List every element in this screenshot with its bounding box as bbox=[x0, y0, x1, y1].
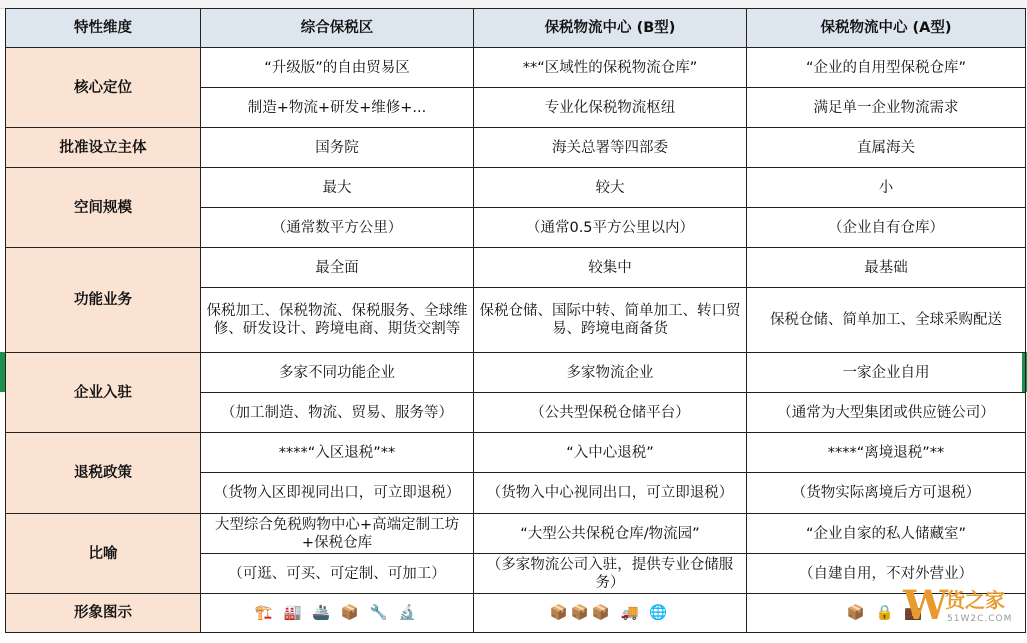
table-cell[interactable]: 较集中 bbox=[474, 248, 747, 288]
table-cell[interactable]: 满足单一企业物流需求 bbox=[747, 88, 1026, 128]
table-cell[interactable]: （通常数平方公里） bbox=[201, 208, 474, 248]
table-cell[interactable]: （加工制造、物流、贸易、服务等） bbox=[201, 393, 474, 433]
watermark-url: 51W2C.COM bbox=[947, 614, 1013, 624]
table-cell[interactable]: 一家企业自用 bbox=[747, 353, 1026, 393]
table-cell[interactable]: ****“离境退税”** bbox=[747, 433, 1026, 473]
table-row bbox=[6, 353, 1026, 393]
table-cell[interactable]: （货物实际离境后方可退税） bbox=[747, 473, 1026, 514]
table-row bbox=[6, 248, 1026, 288]
table-row bbox=[6, 514, 1026, 554]
dimension-cell-spatial-scale[interactable]: 空间规模 bbox=[6, 168, 201, 248]
table-cell[interactable]: 较大 bbox=[474, 168, 747, 208]
table-row bbox=[6, 594, 1026, 633]
dimension-cell-tax-refund-policy[interactable]: 退税政策 bbox=[6, 433, 201, 514]
table-cell[interactable]: （企业自有仓库） bbox=[747, 208, 1026, 248]
table-cell[interactable]: “入中心退税” bbox=[474, 433, 747, 473]
table-cell[interactable]: “企业自家的私人储藏室” bbox=[747, 514, 1026, 554]
header-row bbox=[6, 9, 1026, 48]
illustration-icons-cell[interactable]: 📦 🔒 💼 bbox=[747, 594, 1026, 633]
table-row bbox=[6, 48, 1026, 88]
illustration-icons-cell[interactable]: 📦📦📦 🚚 🌐 bbox=[474, 594, 747, 633]
table-cell[interactable]: 大型综合免税购物中心+高端定制工坊+保税仓库 bbox=[201, 514, 474, 554]
table-cell[interactable]: 最全面 bbox=[201, 248, 474, 288]
illustration-icons-cell[interactable]: 🏗️ 🏭 🚢 📦 🔧 🔬 bbox=[201, 594, 474, 633]
table-cell[interactable]: （货物入区即视同出口，可立即退税） bbox=[201, 473, 474, 514]
dimension-cell-core-positioning[interactable]: 核心定位 bbox=[6, 48, 201, 128]
table-cell[interactable]: 最基础 bbox=[747, 248, 1026, 288]
table-cell[interactable]: 海关总署等四部委 bbox=[474, 128, 747, 168]
dimension-cell-tenants[interactable]: 企业入驻 bbox=[6, 353, 201, 433]
table-cell[interactable]: 国务院 bbox=[201, 128, 474, 168]
table-cell[interactable]: （货物入中心视同出口，可立即退税） bbox=[474, 473, 747, 514]
table-cell[interactable]: “升级版”的自由贸易区 bbox=[201, 48, 474, 88]
header-cell-comprehensive-bonded-zone[interactable]: 综合保税区 bbox=[201, 9, 474, 48]
table-row bbox=[6, 433, 1026, 473]
table-cell[interactable]: “大型公共保税仓库/物流园” bbox=[474, 514, 747, 554]
comparison-table bbox=[5, 8, 1026, 633]
dimension-cell-functions[interactable]: 功能业务 bbox=[6, 248, 201, 353]
table-cell[interactable]: “企业的自用型保税仓库” bbox=[747, 48, 1026, 88]
table-cell[interactable]: （公共型保税仓储平台） bbox=[474, 393, 747, 433]
table-row bbox=[6, 128, 1026, 168]
table-cell[interactable]: 专业化保税物流枢纽 bbox=[474, 88, 747, 128]
table-row bbox=[6, 168, 1026, 208]
table-cell[interactable]: 制造+物流+研发+维修+... bbox=[201, 88, 474, 128]
table-cell[interactable]: （多家物流公司入驻，提供专业仓储服务） bbox=[474, 554, 747, 594]
watermark-logo-icon: W bbox=[903, 582, 948, 629]
table-cell[interactable]: **“区域性的保税物流仓库” bbox=[474, 48, 747, 88]
table-cell[interactable]: 小 bbox=[747, 168, 1026, 208]
table-cell[interactable]: 多家物流企业 bbox=[474, 353, 747, 393]
table-cell[interactable]: （通常0.5平方公里以内） bbox=[474, 208, 747, 248]
dimension-cell-illustration[interactable]: 形象图示 bbox=[6, 594, 201, 633]
table-cell[interactable]: （通常为大型集团或供应链公司） bbox=[747, 393, 1026, 433]
dimension-cell-approval-authority[interactable]: 批准设立主体 bbox=[6, 128, 201, 168]
table-cell[interactable]: 保税加工、保税物流、保税服务、全球维修、研发设计、跨境电商、期货交割等 bbox=[201, 288, 474, 353]
header-cell-dimension[interactable]: 特性维度 bbox=[6, 9, 201, 48]
header-cell-logistics-center-b[interactable]: 保税物流中心 (B型) bbox=[474, 9, 747, 48]
table-cell[interactable]: 最大 bbox=[201, 168, 474, 208]
table-cell[interactable]: 保税仓储、国际中转、简单加工、转口贸易、跨境电商备货 bbox=[474, 288, 747, 353]
table-cell[interactable]: （自建自用，不对外营业） bbox=[747, 554, 1026, 594]
table-cell[interactable]: ****“入区退税”** bbox=[201, 433, 474, 473]
dimension-cell-metaphor[interactable]: 比喻 bbox=[6, 514, 201, 594]
table-cell[interactable]: 多家不同功能企业 bbox=[201, 353, 474, 393]
table-cell[interactable]: （可逛、可买、可定制、可加工） bbox=[201, 554, 474, 594]
table-cell[interactable]: 直属海关 bbox=[747, 128, 1026, 168]
watermark-title: 货之家 bbox=[945, 588, 1005, 612]
header-cell-logistics-center-a[interactable]: 保税物流中心 (A型) bbox=[747, 9, 1026, 48]
table-cell[interactable]: 保税仓储、简单加工、全球采购配送 bbox=[747, 288, 1026, 353]
